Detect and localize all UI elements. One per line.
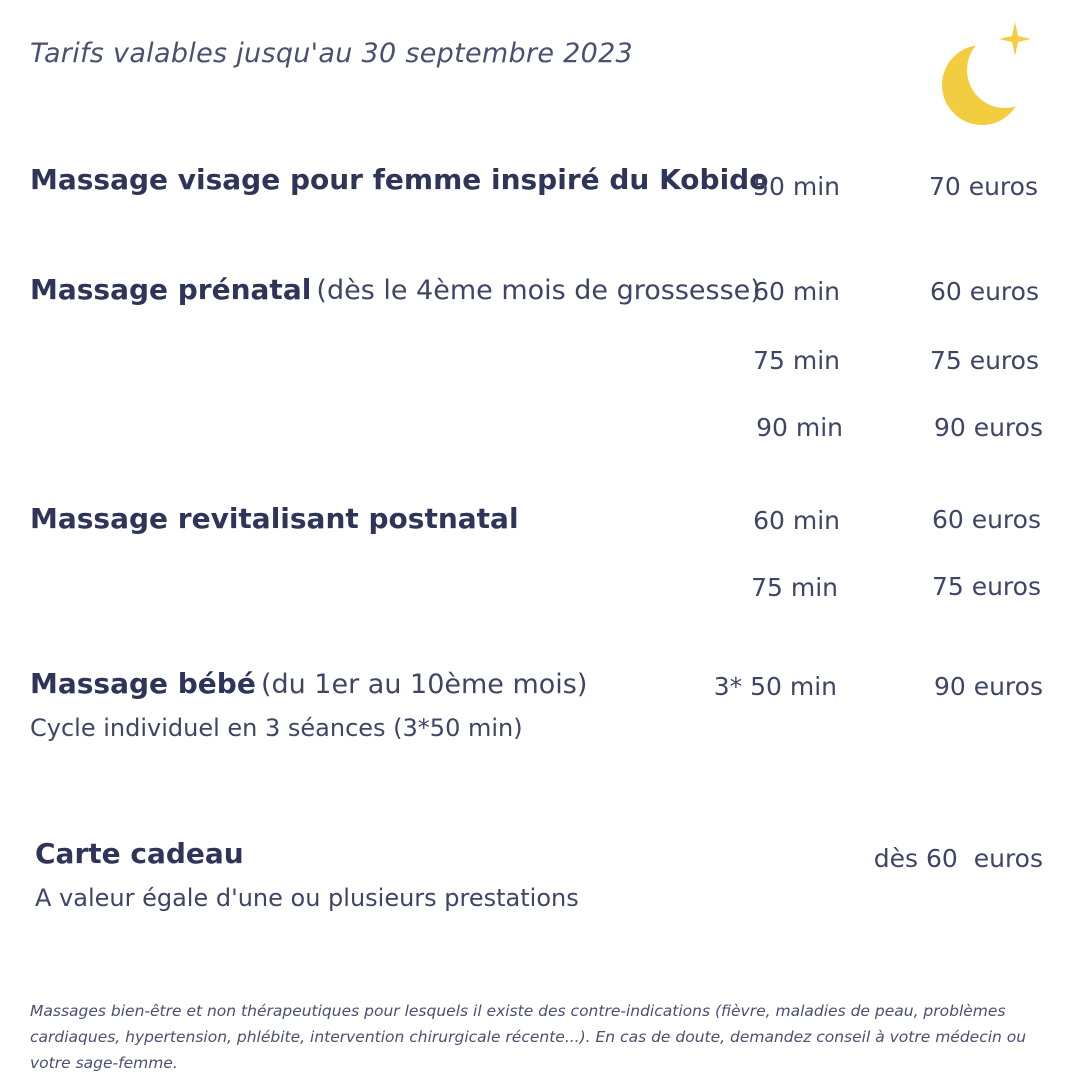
duration: 75 min (751, 573, 838, 602)
duration: 60 min (753, 277, 840, 306)
disclaimer: Massages bien-être et non thérapeutiques pour lesquels il existe des contre-indications (fièvre, maladies de peau, problèmes cardiaques, hypertension, phlébite, intervention chirurgicale récente...). En cas de doute, demandez conseil à votre médecin ou votre sage-femme. (30, 1002, 1027, 1072)
price: 60 euros (929, 277, 1039, 306)
service-subtitle: Cycle individuel en 3 séances (3*50 min) (30, 714, 523, 742)
duration: 75 min (753, 346, 840, 375)
gift-card-title: Carte cadeau (35, 837, 244, 870)
service-note: (du 1er au 10ème mois) (260, 669, 588, 700)
price: 60 euros (931, 505, 1041, 534)
service-note: (dès le 4ème mois de grossesse) (316, 275, 761, 306)
price: 75 euros (929, 346, 1039, 375)
crescent-moon-icon (930, 18, 1040, 133)
service-heading (30, 273, 761, 306)
service-title: Massage bébé (30, 667, 256, 700)
star-icon (999, 22, 1031, 56)
price: 75 euros (931, 572, 1041, 601)
price: 70 euros (928, 172, 1038, 201)
service-heading (30, 667, 587, 700)
duration: 90 min (756, 413, 843, 442)
price: 90 euros (933, 672, 1043, 701)
duration: 60 min (753, 506, 840, 535)
duration: 3* 50 min (713, 672, 837, 701)
gift-card-price: dès 60 euros (873, 844, 1043, 873)
price: 90 euros (933, 413, 1043, 442)
service-title: Massage visage pour femme inspiré du Kobido (30, 163, 769, 196)
gift-card-subtitle: A valeur égale d'une ou plusieurs prestations (35, 884, 579, 912)
validity-date: Tarifs valables jusqu'au 30 septembre 2023 (30, 38, 634, 69)
service-title: Massage revitalisant postnatal (30, 502, 519, 535)
duration: 50 min (753, 172, 840, 201)
service-title: Massage prénatal (30, 273, 312, 306)
